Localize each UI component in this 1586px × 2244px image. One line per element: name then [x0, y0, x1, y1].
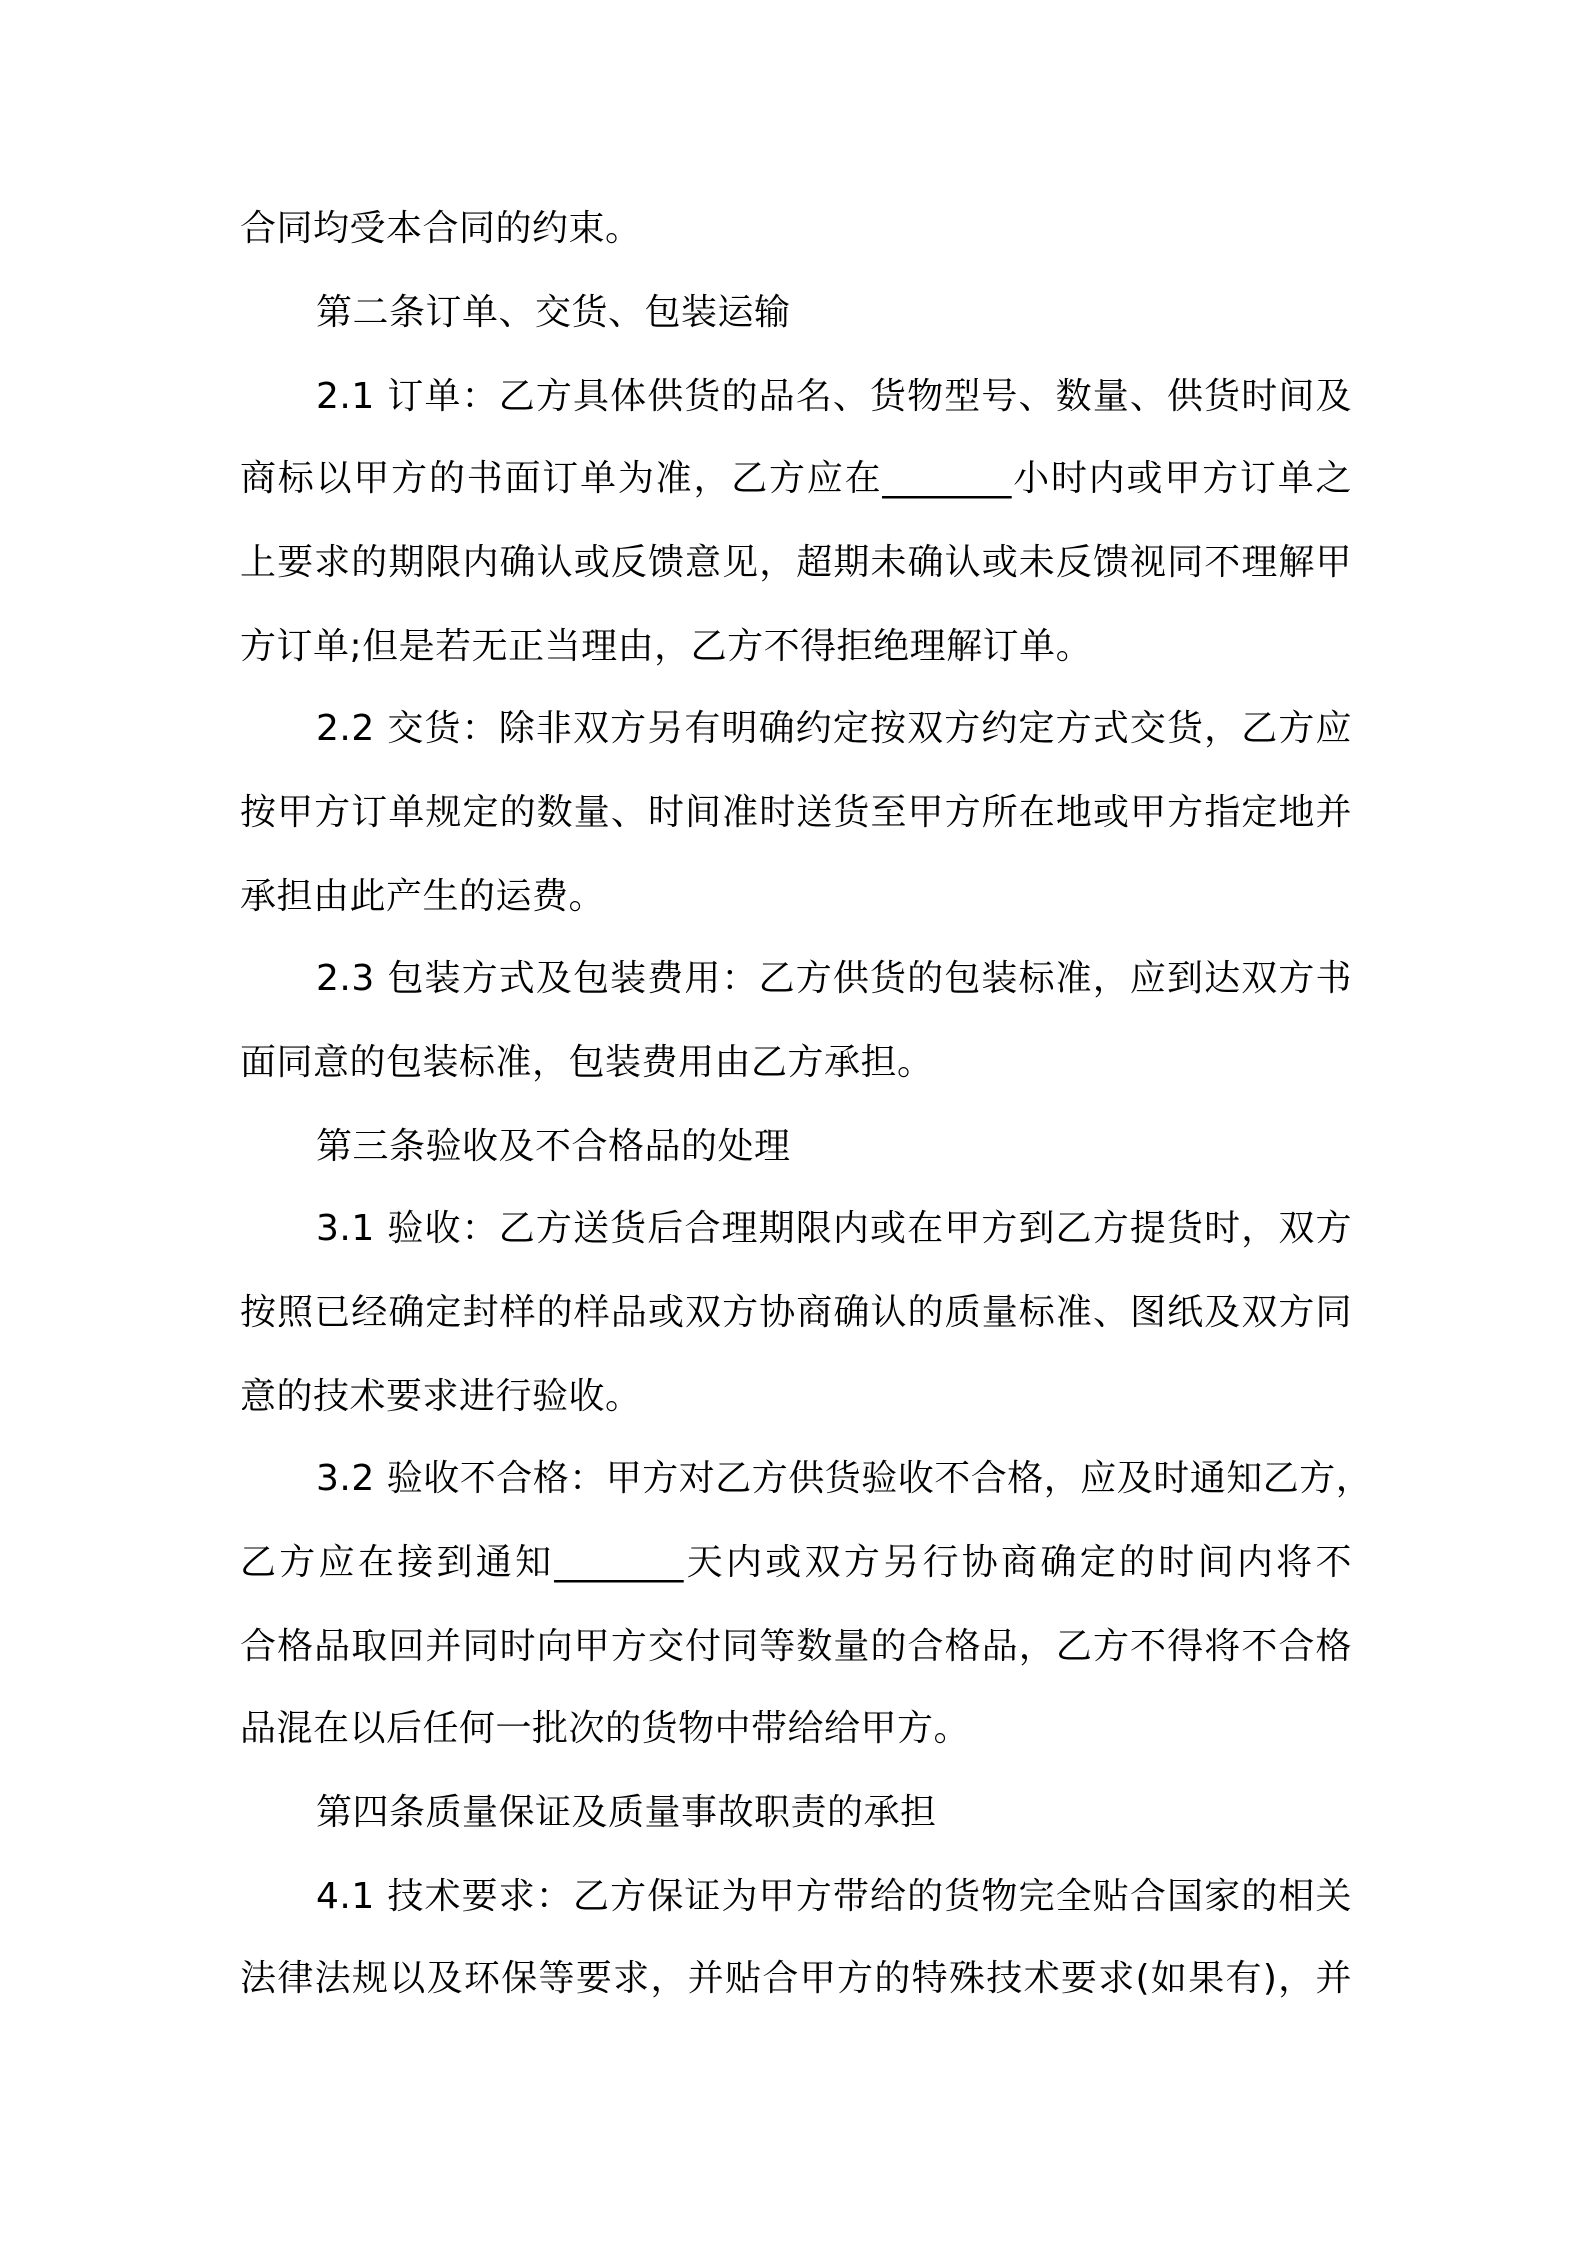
paragraph-line: 3.2 验收不合格：甲方对乙方供货验收不合格，应及时通知乙方， — [316, 1458, 1373, 1499]
paragraph-line: 承担由此产生的运费。 — [240, 876, 606, 917]
paragraph-line: 2.3 包装方式及包装费用：乙方供货的包装标准，应到达双方书 — [316, 958, 1352, 999]
paragraph-line: 意的技术要求进行验收。 — [240, 1376, 642, 1417]
paragraph-line: 上要求的期限内确认或反馈意见，超期未确认或未反馈视同不理解甲 — [240, 542, 1352, 583]
section-heading-2: 第二条订单、交货、包装运输 — [316, 292, 791, 333]
paragraph-line: 商标以甲方的书面订单为准，乙方应在_______小时内或甲方订单之 — [240, 458, 1352, 499]
paragraph-line: 按照已经确定封样的样品或双方协商确认的质量标准、图纸及双方同 — [240, 1292, 1352, 1333]
paragraph-line: 面同意的包装标准，包装费用由乙方承担。 — [240, 1042, 934, 1083]
paragraph-line: 法律法规以及环保等要求，并贴合甲方的特殊技术要求(如果有)，并 — [240, 1958, 1352, 1999]
paragraph-line: 4.1 技术要求：乙方保证为甲方带给的货物完全贴合国家的相关 — [316, 1876, 1352, 1917]
paragraph-line: 按甲方订单规定的数量、时间准时送货至甲方所在地或甲方指定地并 — [240, 792, 1352, 833]
paragraph-line: 2.1 订单：乙方具体供货的品名、货物型号、数量、供货时间及 — [316, 376, 1352, 417]
paragraph-line: 2.2 交货：除非双方另有明确约定按双方约定方式交货，乙方应 — [316, 708, 1352, 749]
paragraph-line: 品混在以后任何一批次的货物中带给给甲方。 — [240, 1708, 971, 1749]
paragraph-line: 合格品取回并同时向甲方交付同等数量的合格品，乙方不得将不合格 — [240, 1626, 1352, 1667]
paragraph-line: 3.1 验收：乙方送货后合理期限内或在甲方到乙方提货时，双方 — [316, 1208, 1352, 1249]
section-heading-3: 第三条验收及不合格品的处理 — [316, 1126, 791, 1167]
paragraph-line: 乙方应在接到通知_______天内或双方另行协商确定的时间内将不 — [240, 1542, 1352, 1583]
section-heading-4: 第四条质量保证及质量事故职责的承担 — [316, 1792, 937, 1833]
paragraph-line: 合同均受本合同的约束。 — [240, 208, 642, 249]
paragraph-line: 方订单;但是若无正当理由，乙方不得拒绝理解订单。 — [240, 626, 1093, 667]
